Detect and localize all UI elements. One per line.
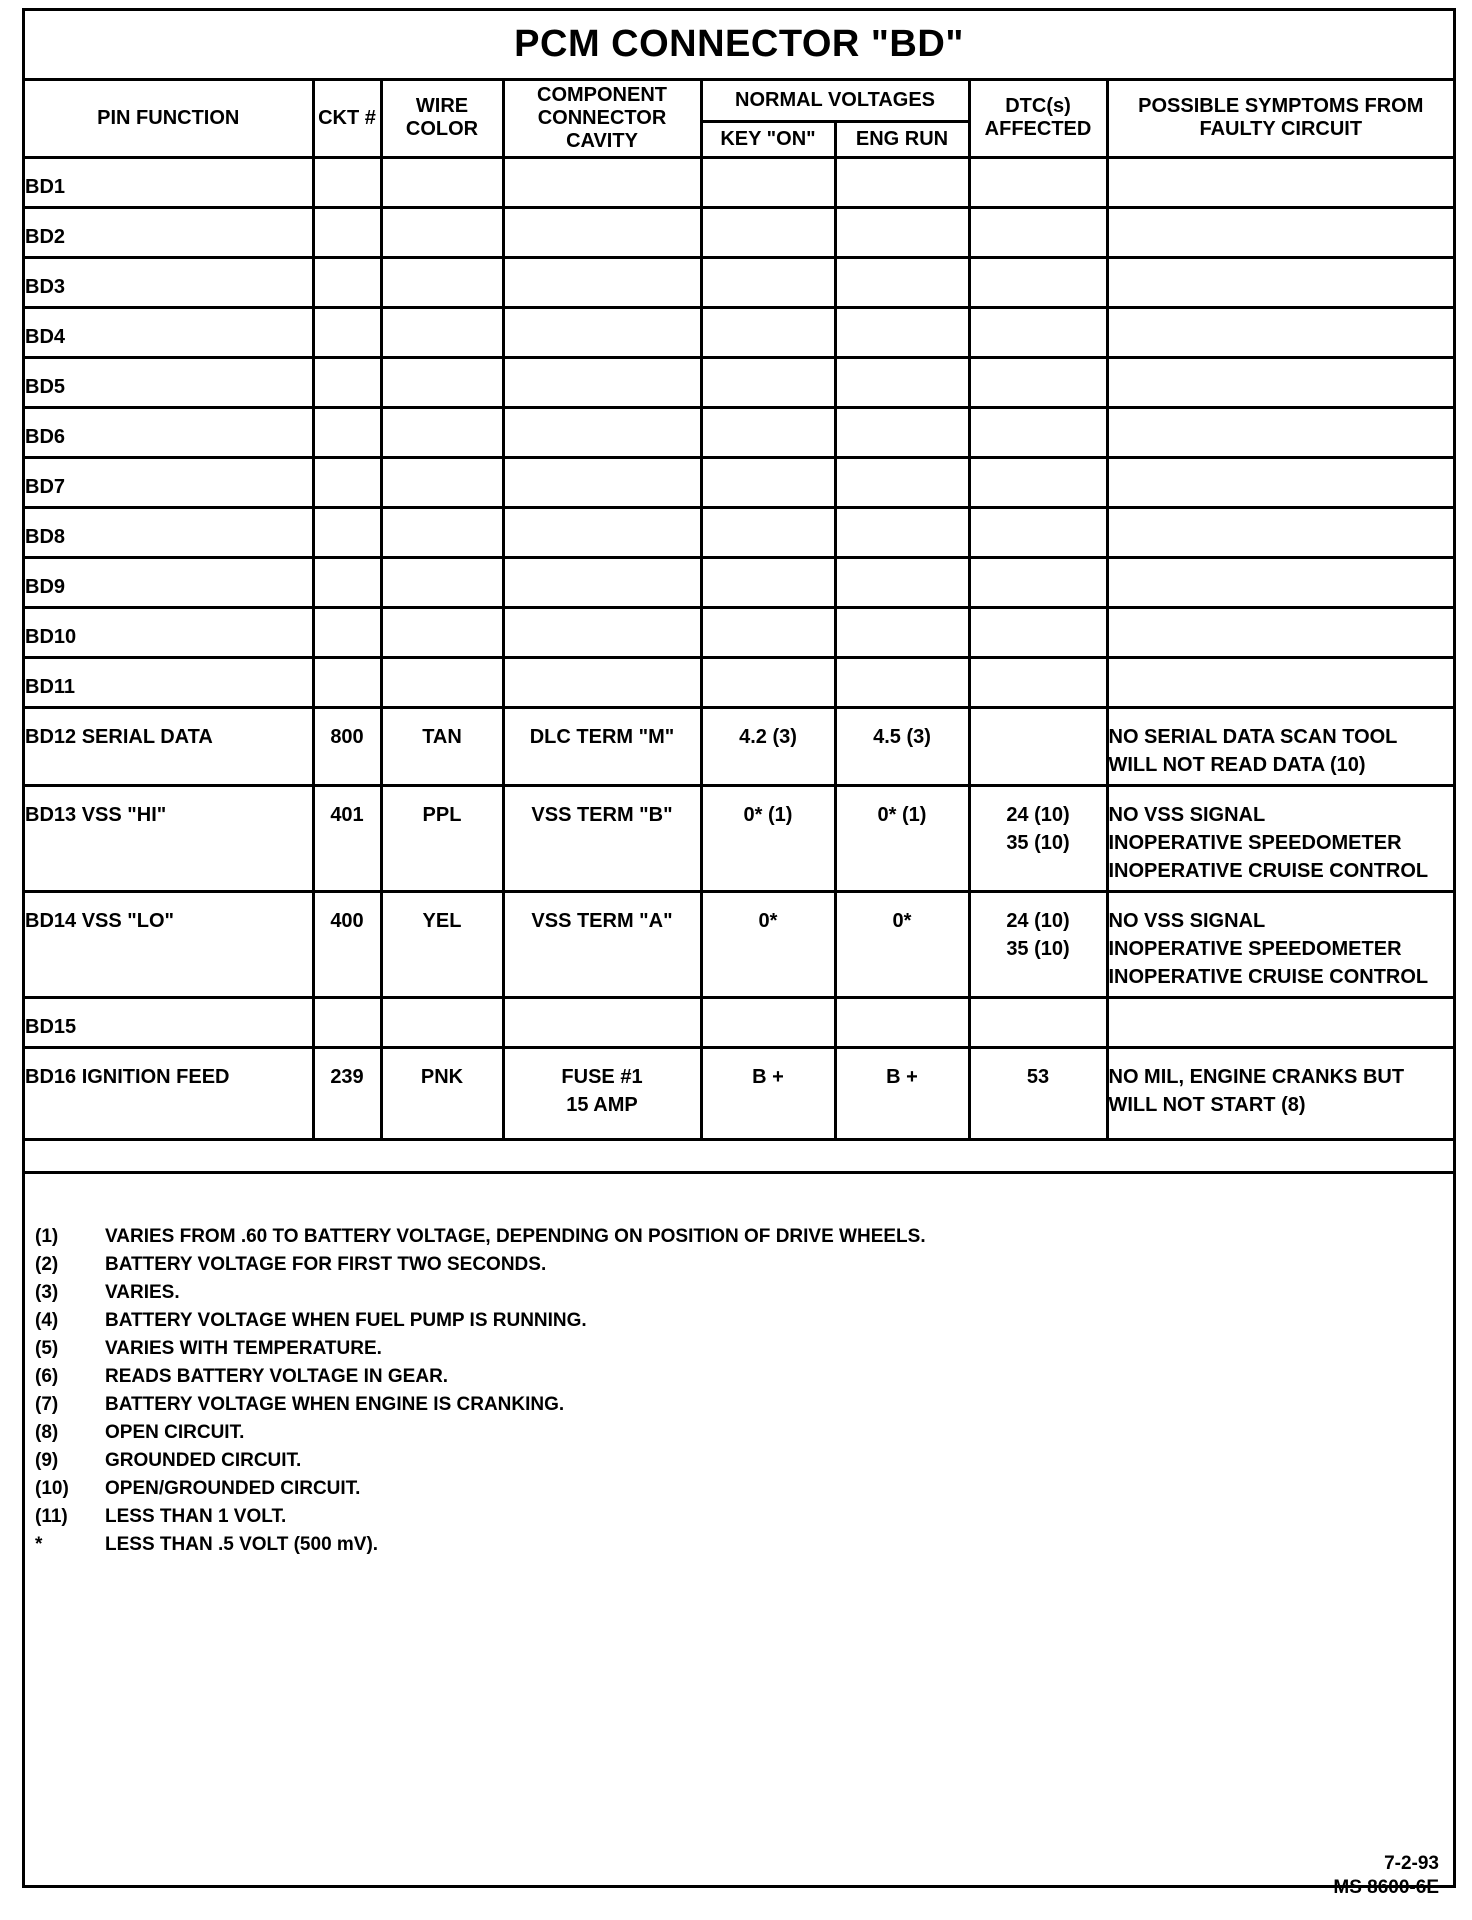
table-row bbox=[25, 557, 1453, 607]
eng-run-cell bbox=[835, 457, 969, 507]
footnote-text: VARIES FROM .60 TO BATTERY VOLTAGE, DEPENDING ON POSITION OF DRIVE WHEELS. bbox=[105, 1226, 926, 1247]
table-row bbox=[25, 997, 1453, 1047]
wire-color-cell: PNK bbox=[381, 1047, 503, 1139]
key-on-cell bbox=[701, 257, 835, 307]
pin-function-cell: BD7 bbox=[25, 457, 313, 507]
cavity-cell bbox=[503, 607, 701, 657]
wire-color-cell bbox=[381, 207, 503, 257]
pin-function-cell: BD8 bbox=[25, 507, 313, 557]
pin-function-cell: BD5 bbox=[25, 357, 313, 407]
dtc-cell: 24 (10) 35 (10) bbox=[969, 785, 1107, 891]
key-on-cell: 4.2 (3) bbox=[701, 707, 835, 785]
symptoms-cell bbox=[1107, 557, 1453, 607]
wire-color-cell bbox=[381, 157, 503, 207]
wire-color-cell bbox=[381, 357, 503, 407]
header-normal-voltages: NORMAL VOLTAGES bbox=[701, 81, 969, 121]
pin-function-cell: BD6 bbox=[25, 407, 313, 457]
footnote-text: OPEN/GROUNDED CIRCUIT. bbox=[105, 1478, 361, 1499]
eng-run-cell: B + bbox=[835, 1047, 969, 1139]
eng-run-cell: 0* bbox=[835, 891, 969, 997]
pin-function-cell: BD15 bbox=[25, 997, 313, 1047]
wire-color-cell bbox=[381, 557, 503, 607]
ckt-cell bbox=[313, 307, 381, 357]
cavity-cell: VSS TERM "A" bbox=[503, 891, 701, 997]
footnote bbox=[35, 1226, 926, 1248]
ckt-cell: 400 bbox=[313, 891, 381, 997]
footer-doc-id: MS 8600-6E bbox=[1333, 1877, 1439, 1898]
ckt-cell bbox=[313, 257, 381, 307]
table-row bbox=[25, 785, 1453, 891]
footnote-number: (8) bbox=[35, 1422, 59, 1443]
header-ckt: CKT # bbox=[313, 81, 381, 157]
pin-function-cell: BD10 bbox=[25, 607, 313, 657]
dtc-cell bbox=[969, 607, 1107, 657]
wire-color-cell bbox=[381, 307, 503, 357]
eng-run-cell bbox=[835, 307, 969, 357]
pin-function-cell: BD12 SERIAL DATA bbox=[25, 707, 313, 785]
wire-color-cell: YEL bbox=[381, 891, 503, 997]
table-row bbox=[25, 407, 1453, 457]
wire-color-cell bbox=[381, 507, 503, 557]
footnote-number: (7) bbox=[35, 1394, 59, 1415]
eng-run-cell bbox=[835, 507, 969, 557]
footnote-number: (10) bbox=[35, 1478, 69, 1499]
table-row bbox=[25, 707, 1453, 785]
footnote bbox=[35, 1282, 180, 1304]
ckt-cell bbox=[313, 507, 381, 557]
symptoms-cell bbox=[1107, 307, 1453, 357]
key-on-cell bbox=[701, 407, 835, 457]
footnote-number: * bbox=[35, 1534, 43, 1555]
ckt-cell bbox=[313, 657, 381, 707]
table-row bbox=[25, 657, 1453, 707]
pin-function-cell: BD9 bbox=[25, 557, 313, 607]
footnote bbox=[35, 1478, 360, 1500]
pin-function-cell: BD1 bbox=[25, 157, 313, 207]
eng-run-cell bbox=[835, 997, 969, 1047]
ckt-cell bbox=[313, 157, 381, 207]
key-on-cell bbox=[701, 607, 835, 657]
table-row bbox=[25, 157, 1453, 207]
header-component: COMPONENT CONNECTOR CAVITY bbox=[503, 81, 701, 157]
header-pin-function: PIN FUNCTION bbox=[25, 81, 313, 157]
connector-table bbox=[25, 81, 1453, 1141]
key-on-cell bbox=[701, 307, 835, 357]
footnote-number: (2) bbox=[35, 1254, 59, 1275]
table-row bbox=[25, 307, 1453, 357]
footnote-number: (9) bbox=[35, 1450, 59, 1471]
symptoms-cell bbox=[1107, 507, 1453, 557]
key-on-cell bbox=[701, 997, 835, 1047]
footnote bbox=[35, 1394, 564, 1416]
eng-run-cell bbox=[835, 257, 969, 307]
key-on-cell bbox=[701, 157, 835, 207]
pin-function-cell: BD14 VSS "LO" bbox=[25, 891, 313, 997]
eng-run-cell bbox=[835, 657, 969, 707]
key-on-cell bbox=[701, 557, 835, 607]
ckt-cell: 800 bbox=[313, 707, 381, 785]
ckt-cell: 239 bbox=[313, 1047, 381, 1139]
cavity-cell bbox=[503, 357, 701, 407]
symptoms-cell: NO SERIAL DATA SCAN TOOL WILL NOT READ DATA (10) bbox=[1107, 707, 1453, 785]
pin-function-cell: BD13 VSS "HI" bbox=[25, 785, 313, 891]
pin-function-cell: BD3 bbox=[25, 257, 313, 307]
header-dtc: DTC(s) AFFECTED bbox=[969, 81, 1107, 157]
eng-run-cell bbox=[835, 357, 969, 407]
table-row bbox=[25, 207, 1453, 257]
footnote-number: (1) bbox=[35, 1226, 59, 1247]
footnote-number: (11) bbox=[35, 1506, 68, 1527]
table-row bbox=[25, 257, 1453, 307]
pin-function-cell: BD11 bbox=[25, 657, 313, 707]
table-body bbox=[25, 157, 1453, 1139]
pin-function-cell: BD2 bbox=[25, 207, 313, 257]
wire-color-cell bbox=[381, 997, 503, 1047]
dtc-cell bbox=[969, 357, 1107, 407]
footnote bbox=[35, 1534, 378, 1556]
page-title: PCM CONNECTOR "BD" bbox=[25, 11, 1453, 81]
wire-color-cell bbox=[381, 657, 503, 707]
symptoms-cell: NO VSS SIGNAL INOPERATIVE SPEEDOMETER INOPERATIVE CRUISE CONTROL bbox=[1107, 891, 1453, 997]
dtc-cell bbox=[969, 407, 1107, 457]
symptoms-cell: NO VSS SIGNAL INOPERATIVE SPEEDOMETER INOPERATIVE CRUISE CONTROL bbox=[1107, 785, 1453, 891]
footnote bbox=[35, 1450, 301, 1472]
table-row bbox=[25, 457, 1453, 507]
key-on-cell bbox=[701, 207, 835, 257]
footnote bbox=[35, 1338, 382, 1360]
footnote bbox=[35, 1422, 244, 1444]
dtc-cell bbox=[969, 157, 1107, 207]
table-row bbox=[25, 607, 1453, 657]
document-frame bbox=[22, 8, 1456, 1898]
key-on-cell bbox=[701, 357, 835, 407]
footnote-text: OPEN CIRCUIT. bbox=[105, 1422, 245, 1443]
wire-color-cell: PPL bbox=[381, 785, 503, 891]
cavity-cell: VSS TERM "B" bbox=[503, 785, 701, 891]
dtc-cell bbox=[969, 507, 1107, 557]
footnote-text: BATTERY VOLTAGE FOR FIRST TWO SECONDS. bbox=[105, 1254, 547, 1275]
symptoms-cell bbox=[1107, 607, 1453, 657]
header-key-on: KEY "ON" bbox=[701, 121, 835, 157]
dtc-cell bbox=[969, 457, 1107, 507]
footnote-text: BATTERY VOLTAGE WHEN ENGINE IS CRANKING. bbox=[105, 1394, 565, 1415]
table-row bbox=[25, 891, 1453, 997]
cavity-cell bbox=[503, 257, 701, 307]
dtc-cell: 24 (10) 35 (10) bbox=[969, 891, 1107, 997]
footnote bbox=[35, 1254, 546, 1276]
key-on-cell: B + bbox=[701, 1047, 835, 1139]
ckt-cell bbox=[313, 607, 381, 657]
pin-function-cell: BD16 IGNITION FEED bbox=[25, 1047, 313, 1139]
symptoms-cell bbox=[1107, 257, 1453, 307]
cavity-cell bbox=[503, 997, 701, 1047]
key-on-cell: 0* bbox=[701, 891, 835, 997]
key-on-cell bbox=[701, 657, 835, 707]
symptoms-cell bbox=[1107, 207, 1453, 257]
key-on-cell bbox=[701, 457, 835, 507]
ckt-cell bbox=[313, 407, 381, 457]
eng-run-cell: 4.5 (3) bbox=[835, 707, 969, 785]
cavity-cell bbox=[503, 207, 701, 257]
ckt-cell: 401 bbox=[313, 785, 381, 891]
footnote-number: (6) bbox=[35, 1366, 59, 1387]
ckt-cell bbox=[313, 557, 381, 607]
footnote-text: LESS THAN .5 VOLT (500 mV). bbox=[105, 1534, 379, 1555]
symptoms-cell bbox=[1107, 157, 1453, 207]
header-eng-run: ENG RUN bbox=[835, 121, 969, 157]
cavity-cell bbox=[503, 507, 701, 557]
footnote-text: BATTERY VOLTAGE WHEN FUEL PUMP IS RUNNING. bbox=[105, 1310, 587, 1331]
symptoms-cell bbox=[1107, 457, 1453, 507]
footnote bbox=[35, 1506, 286, 1528]
cavity-cell bbox=[503, 407, 701, 457]
eng-run-cell bbox=[835, 607, 969, 657]
wire-color-cell bbox=[381, 407, 503, 457]
symptoms-cell: NO MIL, ENGINE CRANKS BUT WILL NOT START (8) bbox=[1107, 1047, 1453, 1139]
header-symptoms: POSSIBLE SYMPTOMS FROM FAULTY CIRCUIT bbox=[1107, 81, 1453, 157]
eng-run-cell bbox=[835, 407, 969, 457]
dtc-cell bbox=[969, 997, 1107, 1047]
footnote-text: VARIES WITH TEMPERATURE. bbox=[105, 1338, 382, 1359]
footnote-text: GROUNDED CIRCUIT. bbox=[105, 1450, 302, 1471]
eng-run-cell bbox=[835, 207, 969, 257]
cavity-cell bbox=[503, 307, 701, 357]
cavity-cell bbox=[503, 557, 701, 607]
footnote-text: READS BATTERY VOLTAGE IN GEAR. bbox=[105, 1366, 449, 1387]
footnote-number: (3) bbox=[35, 1282, 59, 1303]
eng-run-cell bbox=[835, 557, 969, 607]
dtc-cell bbox=[969, 257, 1107, 307]
cavity-cell bbox=[503, 157, 701, 207]
notes-section bbox=[25, 1171, 1453, 1174]
eng-run-cell: 0* (1) bbox=[835, 785, 969, 891]
ckt-cell bbox=[313, 457, 381, 507]
footnote-text: LESS THAN 1 VOLT. bbox=[105, 1506, 287, 1527]
pin-function-cell: BD4 bbox=[25, 307, 313, 357]
symptoms-cell bbox=[1107, 357, 1453, 407]
dtc-cell bbox=[969, 557, 1107, 607]
dtc-cell bbox=[969, 707, 1107, 785]
symptoms-cell bbox=[1107, 997, 1453, 1047]
cavity-cell bbox=[503, 457, 701, 507]
key-on-cell: 0* (1) bbox=[701, 785, 835, 891]
ckt-cell bbox=[313, 357, 381, 407]
table-row bbox=[25, 1047, 1453, 1139]
table-row bbox=[25, 357, 1453, 407]
wire-color-cell: TAN bbox=[381, 707, 503, 785]
footnote-number: (5) bbox=[35, 1338, 59, 1359]
wire-color-cell bbox=[381, 457, 503, 507]
footnote bbox=[35, 1366, 448, 1388]
wire-color-cell bbox=[381, 607, 503, 657]
cavity-cell: FUSE #1 15 AMP bbox=[503, 1047, 701, 1139]
header-wire-color: WIRE COLOR bbox=[381, 81, 503, 157]
footnote-text: VARIES. bbox=[105, 1282, 180, 1303]
wire-color-cell bbox=[381, 257, 503, 307]
dtc-cell bbox=[969, 307, 1107, 357]
footnote-number: (4) bbox=[35, 1310, 59, 1331]
cavity-cell bbox=[503, 657, 701, 707]
ckt-cell bbox=[313, 997, 381, 1047]
symptoms-cell bbox=[1107, 407, 1453, 457]
dtc-cell bbox=[969, 657, 1107, 707]
eng-run-cell bbox=[835, 157, 969, 207]
cavity-cell: DLC TERM "M" bbox=[503, 707, 701, 785]
ckt-cell bbox=[313, 207, 381, 257]
symptoms-cell bbox=[1107, 657, 1453, 707]
dtc-cell bbox=[969, 207, 1107, 257]
table-row bbox=[25, 507, 1453, 557]
key-on-cell bbox=[701, 507, 835, 557]
footer-date: 7-2-93 bbox=[1384, 1853, 1439, 1874]
dtc-cell: 53 bbox=[969, 1047, 1107, 1139]
footnote bbox=[35, 1310, 587, 1332]
